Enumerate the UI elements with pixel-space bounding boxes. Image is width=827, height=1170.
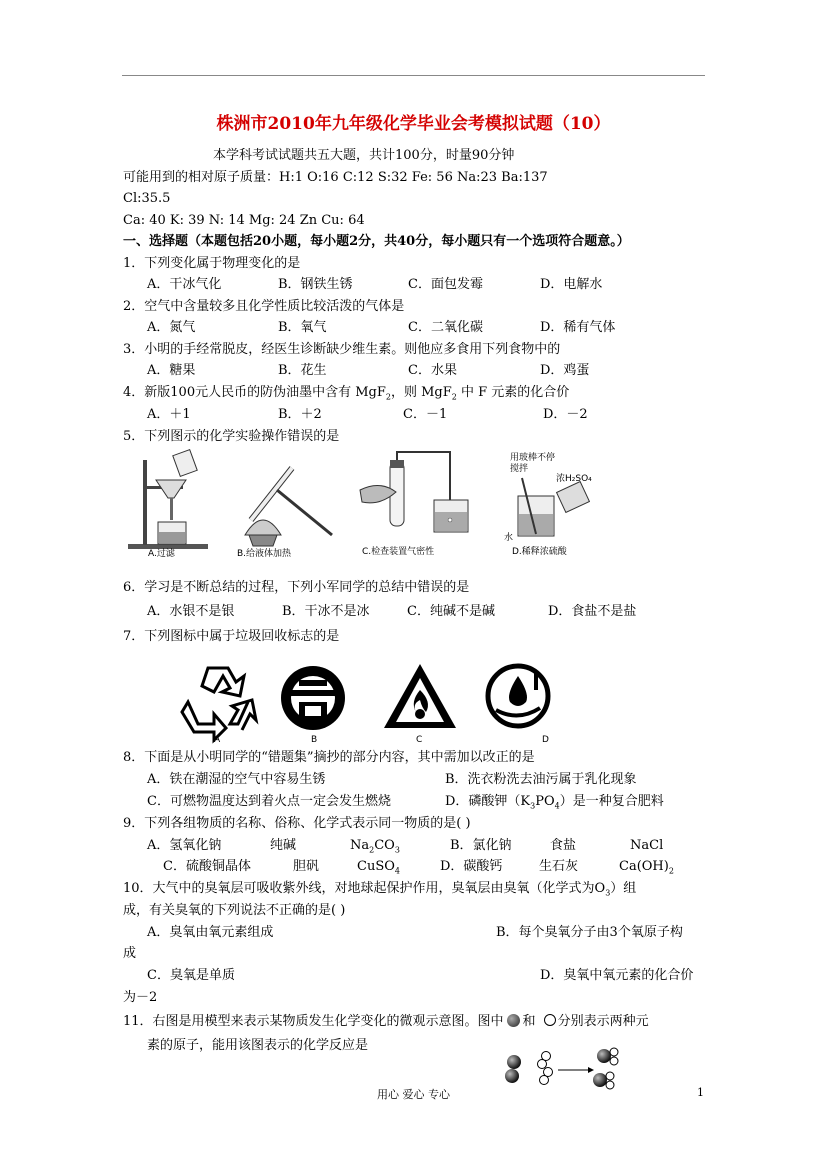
- reaction-diagram: [500, 1044, 630, 1092]
- q6-option-d: D．食盐不是盐: [548, 604, 637, 619]
- q4-option-c: C．－1: [403, 407, 448, 422]
- question-9-stem: 9．下列各组物质的名称、俗称、化学式表示同一物质的是( ): [123, 816, 471, 831]
- q5-label-stir: 用玻棒不停: [510, 453, 556, 463]
- atomic-mass-line-1: 可能用到的相对原子质量：H:1 O:16 C:12 S:32 Fe: 56 Na:23 Ba:137: [123, 170, 548, 185]
- light-atom-icon: [544, 1014, 556, 1026]
- q3-option-b: B．花生: [278, 363, 327, 378]
- atomic-mass-line-3: Ca: 40 K: 39 N: 14 Mg: 24 Zn Cu: 64: [123, 213, 365, 228]
- header-rule: [122, 75, 705, 76]
- q5-caption-d: D.稀释浓硫酸: [512, 547, 567, 557]
- q9-option-d-formula: $Ca(OH)_2$: [619, 859, 674, 876]
- question-11-line-1: 11．右图是用模型来表示某物质发生化学变化的微观示意图。图中 和 分别表示两种元: [123, 1014, 649, 1029]
- q10-option-b: B．每个臭氧分子由3个氧原子构: [496, 925, 683, 940]
- q7-caption-b: B: [311, 735, 318, 745]
- question-2-stem: 2．空气中含量较多且化学性质比较活泼的气体是: [123, 299, 405, 314]
- q5-caption-c: C.检查装置气密性: [362, 547, 435, 557]
- q2-option-c: C．二氧化碳: [408, 320, 483, 335]
- question-3-stem: 3．小明的手经常脱皮，经医生诊断缺少维生素。则他应多食用下列食物中的: [123, 342, 561, 357]
- q5-label-acid: 浓H₂SO₄: [556, 474, 592, 484]
- q5-label-stir-2: 搅拌: [510, 464, 529, 474]
- q5-label-water: 水: [504, 533, 514, 543]
- q3-option-a: A．糖果: [147, 363, 196, 378]
- q3-option-c: C．水果: [408, 363, 457, 378]
- question-7-stem: 7．下列图标中属于垃圾回收标志的是: [123, 629, 340, 644]
- q9-option-a-formula: $Na_2CO_3$: [350, 838, 400, 855]
- recycle-symbol-icon: [178, 662, 258, 744]
- q9-option-d-name: D．碳酸钙: [440, 859, 503, 874]
- page-number: 1: [697, 1086, 704, 1099]
- q9-option-d-common: 生石灰: [539, 859, 579, 874]
- q10-option-a: A．臭氧由氧元素组成: [147, 925, 274, 940]
- question-4-stem: 4．新版100元人民币的防伪油墨中含有 MgF$_2$，则 MgF$_2$ 中 F 元素的化合价: [123, 385, 570, 402]
- q3-option-d: D．鸡蛋: [540, 363, 590, 378]
- q8-option-a: A．铁在潮湿的空气中容易生锈: [147, 772, 326, 787]
- question-11-line-2: 素的原子，能用该图表示的化学反应是: [147, 1038, 369, 1053]
- q4-option-d: D．－2: [543, 407, 588, 422]
- q9-option-c-formula: CuSO$_4$: [357, 859, 400, 876]
- page-footer: 用心 爱心 专心: [377, 1088, 450, 1101]
- q10-option-c: C．臭氧是单质: [147, 968, 235, 983]
- q9-option-c-name: C．硫酸铜晶体: [163, 859, 251, 874]
- question-10-line-1: 10．大气中的臭氧层可吸收紫外线，对地球起保护作用，臭氧层由臭氧（化学式为$O_3$）组: [123, 881, 637, 898]
- water-saving-symbol-icon: [275, 662, 355, 744]
- q7-caption-c: C: [416, 735, 423, 745]
- question-5-stem: 5．下列图示的化学实验操作错误的是: [123, 429, 340, 444]
- q5-caption-a: A.过滤: [148, 549, 175, 559]
- atomic-mass-line-2: Cl:35.5: [123, 191, 171, 206]
- q1-option-d: D．电解水: [540, 277, 603, 292]
- q9-option-a-name: A．氢氧化钠: [147, 838, 222, 853]
- q10-option-d-continued: 为－2: [123, 990, 158, 1005]
- q10-option-d: D．臭氧中氧元素的化合价: [540, 968, 694, 983]
- q2-option-a: A．氮气: [147, 320, 196, 335]
- q6-option-a: A．水银不是银: [147, 604, 235, 619]
- q9-option-a-common: 纯碱: [270, 838, 297, 853]
- q8-option-d: D．磷酸钾$(K_3PO_4)$是一种复合肥料: [445, 794, 664, 811]
- q9-option-c-common: 胆矾: [293, 859, 320, 874]
- q6-option-c: C．纯碱不是碱: [407, 604, 495, 619]
- flammable-warning-icon: [380, 660, 460, 744]
- q4-option-b: B．＋2: [278, 407, 322, 422]
- q8-option-c: C．可燃物温度达到着火点一定会发生燃烧: [147, 794, 391, 809]
- q7-caption-d: D: [542, 735, 549, 745]
- q8-option-b: B．洗衣粉洗去油污属于乳化现象: [445, 772, 637, 787]
- q5-figure-b-heating: [237, 450, 337, 560]
- question-10-line-2: 成，有关臭氧的下列说法不正确的是( ): [123, 903, 346, 918]
- q2-option-b: B．氧气: [278, 320, 327, 335]
- q9-option-b-common: 食盐: [550, 838, 577, 853]
- q5-figure-c-airtight: [350, 450, 480, 560]
- q9-option-b-formula: NaCl: [630, 838, 664, 853]
- section-heading: 一、选择题（本题包括20小题，每小题2分，共40分，每小题只有一个选项符合题意。）: [123, 234, 630, 249]
- question-1-stem: 1．下列变化属于物理变化的是: [123, 256, 301, 271]
- question-6-stem: 6．学习是不断总结的过程，下列小军同学的总结中错误的是: [123, 580, 470, 595]
- q5-caption-b: B.给液体加热: [237, 549, 292, 559]
- dark-atom-icon: [507, 1014, 520, 1027]
- question-8-stem: 8．下面是从小明同学的“错题集”摘抄的部分内容，其中需加以改正的是: [123, 750, 535, 765]
- q5-figure-d-dilution: [500, 450, 620, 560]
- q9-option-b-name: B．氯化钠: [450, 838, 512, 853]
- q2-option-d: D．稀有气体: [540, 320, 616, 335]
- q5-figure-a-filtration: [128, 450, 228, 560]
- q1-option-c: C．面包发霉: [408, 277, 483, 292]
- q7-caption-a: A: [214, 735, 221, 745]
- page-title: 株洲市2010年九年级化学毕业会考模拟试题（10）: [216, 114, 611, 134]
- intro-text: 本学科考试试题共五大题，共计100分，时量90分钟: [213, 148, 515, 163]
- q6-option-b: B．干冰不是冰: [282, 604, 370, 619]
- water-drop-symbol-icon: [484, 662, 564, 744]
- q1-option-b: B．钢铁生锈: [278, 277, 353, 292]
- q4-option-a: A．＋1: [147, 407, 191, 422]
- q1-option-a: A．干冰气化: [147, 277, 222, 292]
- q10-option-b-continued: 成: [123, 946, 137, 961]
